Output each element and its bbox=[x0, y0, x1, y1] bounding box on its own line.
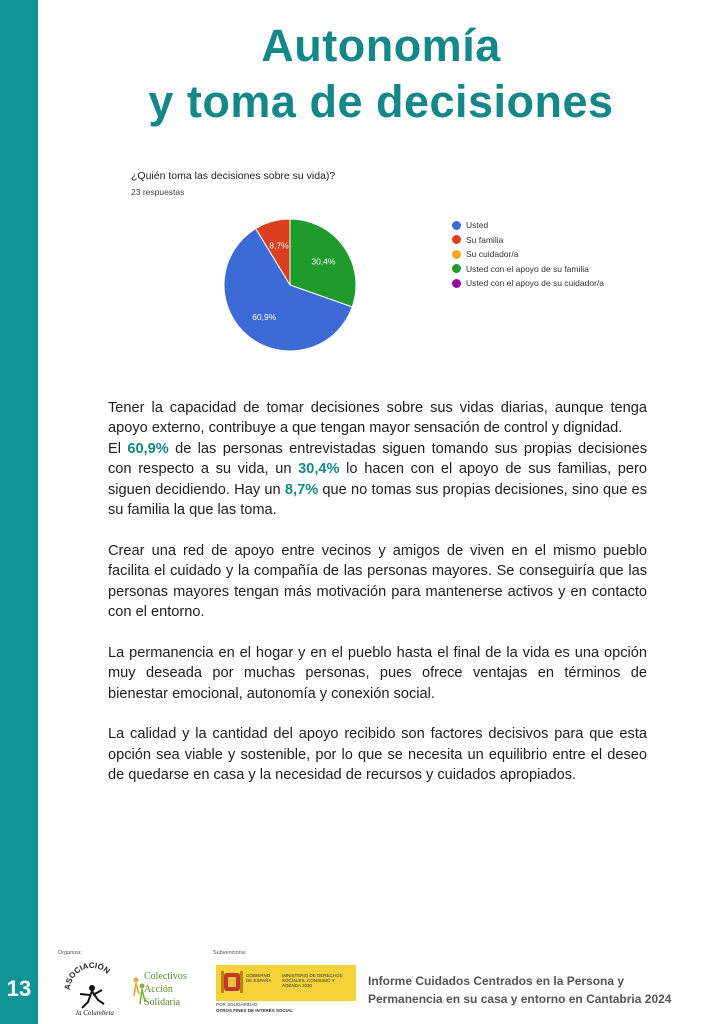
solidaridad-line-1: POR SOLIDARIDAD bbox=[216, 1002, 258, 1007]
cas-logo bbox=[132, 968, 212, 1012]
cas-wordmark bbox=[144, 970, 187, 1009]
p2-text-c: lo hacen con el apoyo de sus familias, pero siguen decidiendo. Hay un bbox=[108, 461, 648, 498]
cas-line-1: Colectivos bbox=[144, 971, 187, 982]
title-line-2: y toma de decisiones bbox=[148, 76, 614, 127]
legend-label: Usted bbox=[466, 220, 489, 231]
pie-label: 30,4% bbox=[311, 256, 336, 267]
legend-label: Su cuidador/a bbox=[466, 249, 519, 260]
solidaridad-mark bbox=[216, 1002, 293, 1014]
pie-chart bbox=[210, 205, 370, 365]
report-line-1: Informe Cuidados Centrados en la Persona y bbox=[368, 974, 625, 988]
legend-swatch bbox=[452, 235, 461, 244]
highlight-60-9: 60,9% bbox=[127, 440, 169, 457]
solidaridad-line-2: OTROS FINES DE INTERÉS SOCIAL bbox=[216, 1008, 294, 1013]
pie-label: 60,9% bbox=[252, 311, 277, 322]
government-logo bbox=[216, 965, 356, 1001]
title-line-1: Autonomía bbox=[261, 20, 501, 71]
legend-swatch bbox=[452, 250, 461, 259]
legend-swatch bbox=[452, 221, 461, 230]
paragraph-4: La permanencia en el hogar y en el pueblo hasta el final de la vida es una opción muy deseada por muchas personas, pues ofrece ventajas en términos de bienestar emocional, autonomía y conexión social. bbox=[108, 644, 647, 702]
footer-logos bbox=[58, 950, 358, 1020]
highlight-8-7: 8,7% bbox=[284, 481, 319, 498]
legend-label: Usted con el apoyo de su cuidador/a bbox=[466, 278, 604, 289]
asociacion-logo bbox=[62, 960, 122, 1018]
legend-item bbox=[452, 276, 604, 291]
legend-label: Su familia bbox=[466, 234, 504, 245]
gobierno-text: GOBIERNO DE ESPAÑA bbox=[246, 973, 272, 983]
legend-swatch bbox=[452, 264, 461, 273]
columbeta-text: la Columbeta bbox=[76, 1009, 114, 1017]
paragraph-1: Tener la capacidad de tomar decisiones sobre sus vidas diarias, aunque tenga apoyo externo, contribuye a que tengan mayor sensación de control y dignidad. bbox=[108, 400, 647, 437]
legend-item bbox=[452, 262, 604, 277]
asociacion-text: ASOCIACIÓN bbox=[62, 960, 112, 991]
body-text bbox=[108, 398, 647, 806]
report-line-2: Permanencia en su casa y entorno en Cantabria 2024 bbox=[368, 992, 672, 1006]
svg-text:ASOCIACIÓN bbox=[63, 961, 112, 990]
chart-title: ¿Quién toma las decisiones sobre su vida)? bbox=[131, 170, 336, 182]
coat-of-arms-icon bbox=[221, 969, 243, 997]
p2-text-b: de las personas entrevistadas siguen tomando sus propias decisiones con respecto a su vida, un bbox=[108, 440, 648, 478]
sidebar-band bbox=[0, 0, 38, 1024]
p2-text-d: que no tomas sus propias decisiones, sino que es su familia la que las toma. bbox=[108, 481, 647, 519]
legend-item bbox=[452, 233, 604, 248]
p2-text-a: El bbox=[108, 440, 128, 457]
report-title bbox=[368, 972, 671, 1008]
paragraph-5: La calidad y la cantidad del apoyo recibido son factores decisivos para que esta opción sea viable y sostenible, por lo que se necesita un equilibrio entre el deseo de quedarse en casa y la necesidad de recursos y cuidados apropiados. bbox=[108, 726, 647, 784]
paragraph-2 bbox=[108, 439, 647, 521]
page-number: 13 bbox=[6, 976, 32, 1001]
chart-legend bbox=[452, 218, 604, 291]
legend-label: Usted con el apoyo de su familia bbox=[466, 263, 589, 274]
cas-line-2: Acción bbox=[144, 984, 173, 995]
cas-line-3: Solidaria bbox=[144, 997, 181, 1008]
legend-item bbox=[452, 247, 604, 262]
organiza-label: Organiza: bbox=[58, 950, 82, 956]
legend-swatch bbox=[452, 279, 461, 288]
pie-label: 8,7% bbox=[269, 240, 289, 251]
subvenciona-label: Subvenciona: bbox=[213, 950, 247, 956]
chart-subtitle: 23 respuestas bbox=[131, 187, 185, 197]
highlight-30-4: 30,4% bbox=[298, 461, 340, 478]
legend-item bbox=[452, 218, 604, 233]
ministerio-text: MINISTERIO DE DERECHOS SOCIALES, CONSUMO Y AGENDA 2030 bbox=[282, 973, 343, 988]
page-title bbox=[38, 18, 724, 130]
paragraph-3: Crear una red de apoyo entre vecinos y amigos de viven en el mismo pueblo facilita el cuidado y la compañía de las personas mayores. Se conseguiría que las personas mayores tengan más motivación para mantenerse activos y en contacto con el entorno. bbox=[108, 542, 647, 621]
